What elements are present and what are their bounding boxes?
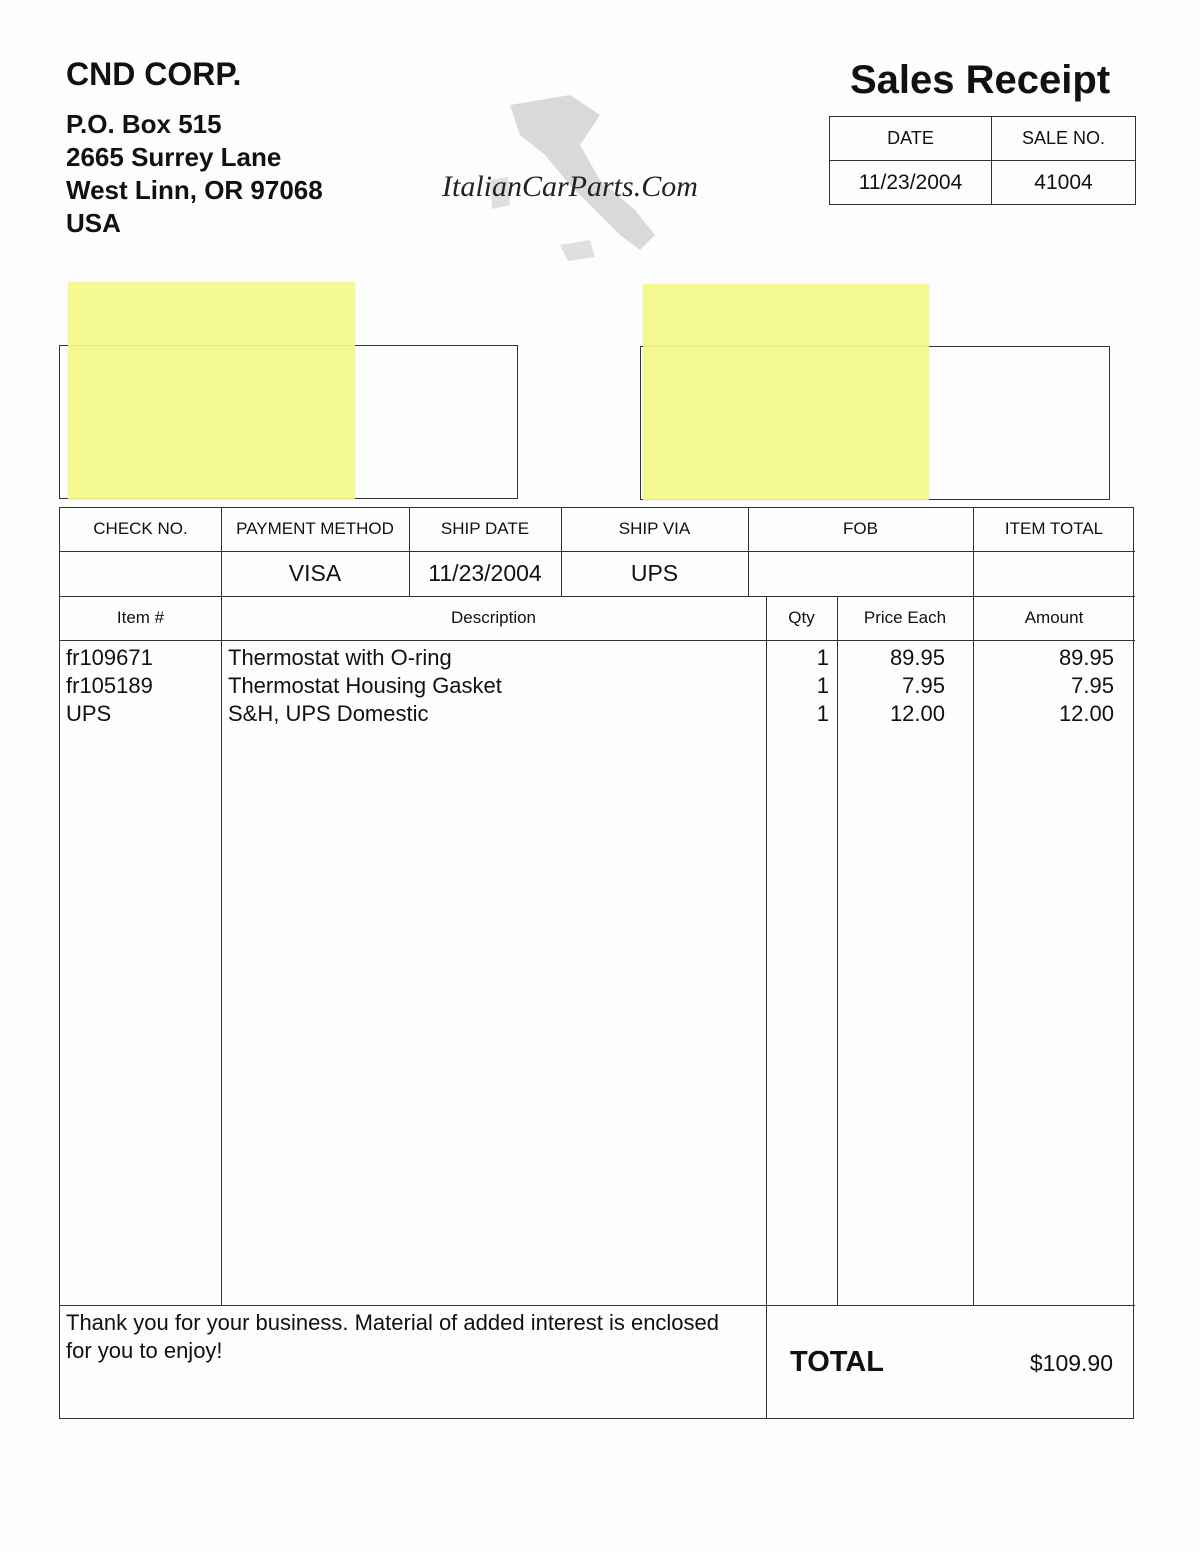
document-title: Sales Receipt — [850, 58, 1111, 102]
item-amount: 12.00 — [1058, 701, 1114, 726]
receipt-meta-table — [829, 116, 1136, 205]
item-qty: 1 — [816, 645, 829, 670]
ship-via-header: SHIP VIA — [618, 519, 691, 538]
item-total-header: ITEM TOTAL — [1004, 519, 1104, 538]
price-each-header: Price Each — [863, 608, 947, 627]
item-description: Thermostat with O-ring — [228, 645, 452, 670]
item-qty: 1 — [816, 673, 829, 698]
qty-header: Qty — [788, 608, 815, 627]
line-items-frame — [59, 507, 1134, 1419]
description-column — [228, 644, 758, 728]
redaction-sticky-note — [643, 284, 929, 500]
item-price: 89.95 — [889, 645, 945, 670]
total-label: TOTAL — [790, 1346, 884, 1378]
description-header: Description — [450, 608, 537, 627]
rule — [60, 1305, 1135, 1306]
price-each-column — [837, 644, 945, 728]
date-label: DATE — [830, 117, 992, 161]
item-amount: 7.95 — [1071, 673, 1114, 698]
fob-header: FOB — [843, 519, 878, 538]
company-address-line: West Linn, OR 97068 — [66, 175, 323, 205]
ship-via-value: UPS — [630, 560, 679, 586]
item-number: fr105189 — [66, 673, 153, 698]
company-name: CND CORP. — [66, 56, 242, 92]
payment-method-header: PAYMENT METHOD — [236, 519, 394, 538]
item-description: Thermostat Housing Gasket — [228, 673, 502, 698]
item-number: fr109671 — [66, 645, 153, 670]
item-qty: 1 — [816, 701, 829, 726]
amount-column — [973, 644, 1114, 728]
item-number: UPS — [66, 701, 112, 726]
item-number-header: Item # — [116, 608, 165, 627]
item-price: 7.95 — [902, 673, 945, 698]
company-address-line: 2665 Surrey Lane — [66, 142, 282, 172]
company-address-line: P.O. Box 515 — [66, 109, 222, 139]
item-description: S&H, UPS Domestic — [228, 701, 429, 726]
check-no-header: CHECK NO. — [93, 519, 188, 538]
ship-date-value: 11/23/2004 — [428, 560, 542, 586]
sale-no-label: SALE NO. — [992, 117, 1136, 161]
qty-column — [766, 644, 829, 728]
ship-date-header: SHIP DATE — [440, 519, 530, 538]
sale-no-value: 41004 — [992, 161, 1136, 205]
item-price: 12.00 — [889, 701, 945, 726]
company-address-line: USA — [66, 208, 121, 238]
item-number-column — [66, 644, 216, 728]
item-amount: 89.95 — [1058, 645, 1114, 670]
total-value: $109.90 — [1029, 1350, 1113, 1376]
payment-method-value: VISA — [288, 560, 342, 586]
logo-text: ItalianCarParts.Com — [442, 170, 698, 203]
amount-header: Amount — [1024, 608, 1084, 627]
thank-you-message: Thank you for your business. Material of added interest is enclosed for you to enjoy! — [66, 1310, 720, 1363]
redaction-sticky-note — [68, 282, 355, 500]
company-address — [66, 108, 323, 240]
date-value: 11/23/2004 — [830, 161, 992, 205]
